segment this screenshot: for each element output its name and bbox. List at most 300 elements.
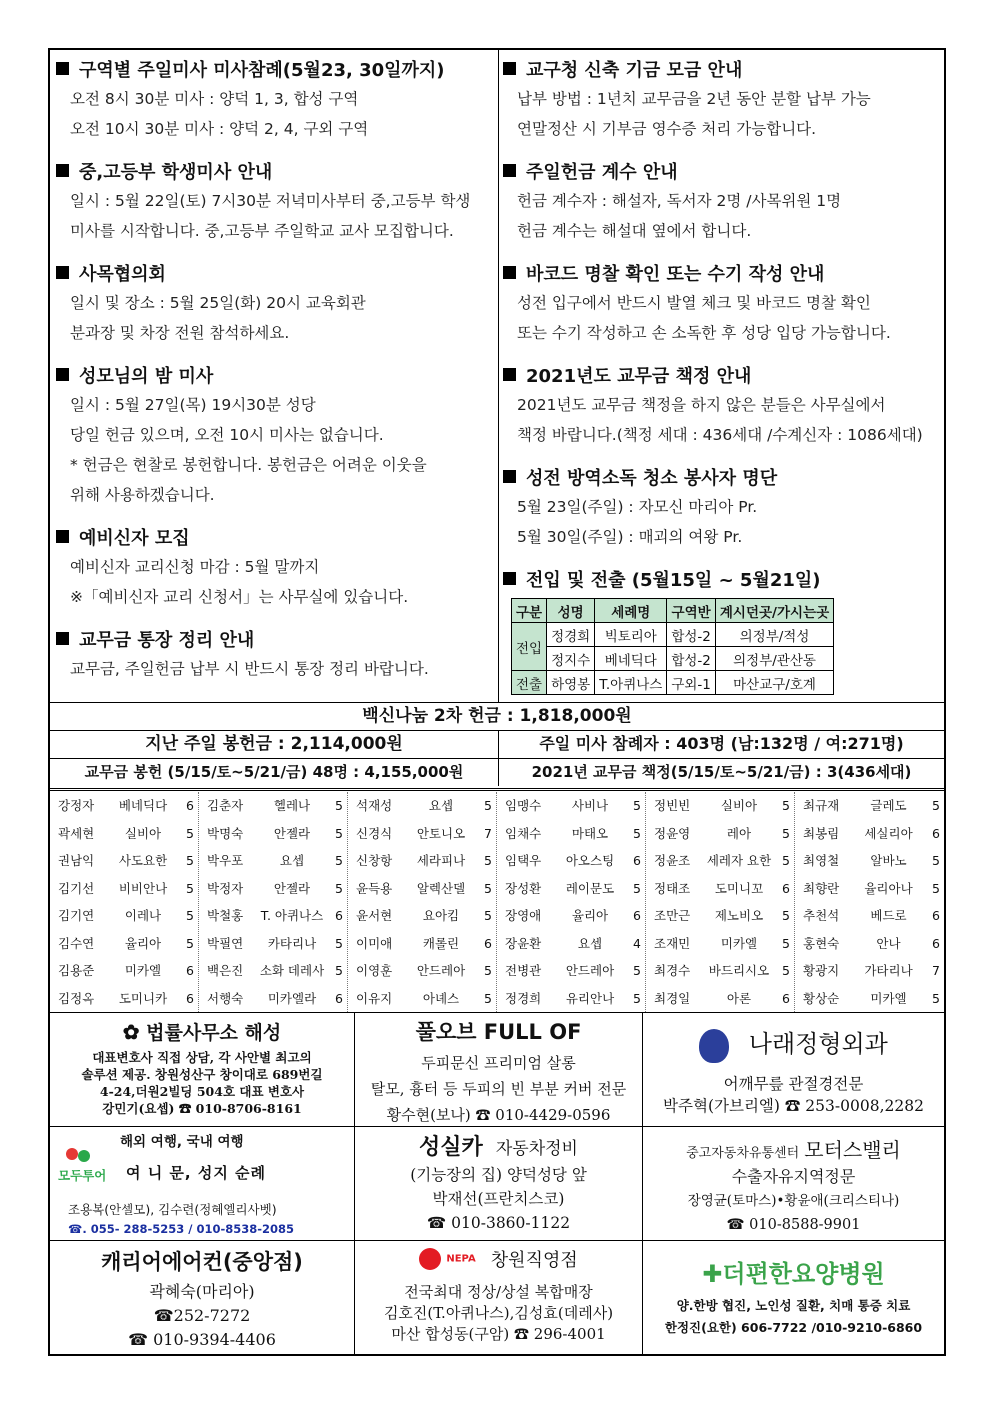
notice-title [56, 262, 498, 288]
donor-baptismal-name: 도미니꼬 [714, 880, 764, 896]
dues-assessment: 2021년 교무금 책정(5/15/토~5/21/금) : 3(436세대) [531, 763, 912, 781]
bullet-square-icon [503, 62, 516, 75]
donor-baptismal-name: 미카엘 [870, 990, 907, 1006]
movement-header: 구역반 [667, 599, 716, 623]
movement-cell: 정지수 [547, 647, 595, 671]
donor-baptismal-name: 세실리아 [864, 825, 913, 841]
notice-line: 헌금 계수자 : 해설자, 독서자 2명 /사목위원 1명 [517, 192, 842, 210]
hospital-name: 더편한요양병원 [722, 1260, 885, 1288]
law-contact: 강민기(요셉) ☎ 010-8706-8161 [102, 1101, 302, 1116]
donor-count: 6 [932, 908, 940, 923]
donor-baptismal-name: 세레자 요한 [706, 853, 772, 868]
notice-title-text: 성전 방역소독 청소 봉사자 명단 [526, 468, 778, 489]
nepa-logo-icon [419, 1248, 441, 1270]
donor-row [497, 820, 645, 848]
donor-name: 황상순 [803, 990, 840, 1006]
donor-name: 정윤영 [654, 825, 691, 841]
donor-count: 5 [484, 963, 492, 978]
notice-line: * 헌금은 현찰로 봉헌합니다. 봉헌금은 어려운 이웃을 [70, 456, 427, 474]
cross-icon: ✚ [702, 1260, 723, 1288]
donor-name: 이영훈 [356, 963, 393, 978]
donor-baptismal-name: 요아킴 [422, 908, 460, 923]
donor-count: 5 [186, 908, 194, 923]
donor-name: 조재민 [654, 935, 691, 951]
donor-count: 5 [782, 798, 790, 813]
donor-count: 5 [633, 825, 641, 841]
donor-row [497, 792, 645, 820]
donor-baptismal-name: 제노비오 [714, 908, 764, 923]
movement-category: 전출 [512, 671, 547, 695]
donor-name: 윤서현 [356, 908, 393, 923]
mass-attendance: 주일 미사 참례자 : 403명 (남:132명 / 여:271명) [539, 734, 904, 753]
movement-table [511, 598, 834, 695]
notice-title [503, 160, 946, 186]
notice-title-text: 교무금 통장 정리 안내 [79, 630, 255, 651]
donor-row [50, 820, 198, 848]
donor-row [795, 875, 944, 903]
ad-carrier [50, 1240, 355, 1356]
donor-row [795, 902, 944, 930]
donor-name: 임택우 [505, 853, 542, 868]
donor-baptismal-name: 율리아 [124, 935, 162, 951]
nepa-line: 김호진(T.아퀴나스),김성효(데레사) [383, 1304, 614, 1322]
donor-name: 최영철 [803, 853, 840, 868]
bullet-square-icon [503, 470, 516, 483]
donor-name: 박우포 [207, 853, 244, 868]
donor-name: 황광지 [803, 963, 840, 978]
donor-count: 7 [484, 825, 492, 841]
donor-baptismal-name: 안젤라 [273, 880, 311, 896]
notice-line: 납부 방법 : 1년치 교무금을 2년 동안 분할 납부 가능 [517, 90, 871, 108]
nepa-line: 전국최대 정상/상설 복합매장 [404, 1283, 593, 1301]
ad-modetour [50, 1126, 355, 1240]
nepa-name: 창원직영점 [490, 1250, 578, 1271]
ad-law-office [50, 1012, 355, 1126]
notice-section [503, 262, 946, 348]
motors-top: 중고자동차유통센터 [686, 1146, 800, 1161]
movement-category: 전입 [512, 623, 547, 671]
carrier-line: 곽혜숙(마리아) [149, 1282, 255, 1301]
fullof-contact: 황수현(보나) ☎ 010-4429-0596 [386, 1106, 611, 1124]
motors-line: 수출자유지역정문 [731, 1167, 856, 1186]
donor-name: 윤득용 [356, 880, 393, 896]
donor-column [50, 792, 199, 1012]
donor-name: 박명숙 [207, 825, 244, 841]
donor-name: 최향란 [803, 880, 840, 896]
notice-title-text: 주일헌금 계수 안내 [526, 162, 678, 183]
donor-count: 6 [186, 990, 194, 1006]
movement-title: 전입 및 전출 (5월15일 ~ 5월21일) [526, 570, 821, 591]
law-office-name: 법률사무소 해성 [146, 1022, 282, 1044]
donor-count: 5 [186, 935, 194, 951]
donor-column [348, 792, 497, 1012]
donor-row [199, 847, 347, 875]
donor-row [646, 847, 794, 875]
donor-row [50, 792, 198, 820]
notice-line: 헌금 계수는 해설대 옆에서 합니다. [517, 222, 752, 240]
ortho-name: 나래정형외과 [748, 1030, 888, 1058]
donor-name: 정빈빈 [654, 798, 691, 813]
notice-section [56, 58, 498, 144]
donor-row [646, 820, 794, 848]
donor-row [497, 930, 645, 958]
donor-name: 신경식 [356, 825, 393, 841]
donor-count: 5 [484, 880, 492, 896]
donor-name: 박철홍 [207, 908, 244, 923]
donor-row [497, 875, 645, 903]
vaccine-offering: 백신나눔 2차 헌금 : 1,818,000원 [362, 706, 632, 726]
donor-name: 권남익 [58, 853, 95, 868]
notice-title-text: 성모님의 밤 미사 [79, 366, 214, 387]
movement-cell: 구외-1 [667, 671, 716, 695]
donor-row [646, 957, 794, 985]
ortho-contact: 박주혁(가브리엘) ☎ 253-0008,2282 [663, 1096, 924, 1115]
donor-baptismal-name: 유리안나 [565, 990, 615, 1006]
notice-section [56, 262, 498, 348]
donor-count: 5 [782, 935, 790, 951]
left-notices [50, 50, 499, 702]
donor-name: 최경일 [654, 990, 691, 1006]
donor-baptismal-name: 도미니카 [118, 990, 168, 1006]
donor-name: 김수연 [58, 935, 95, 951]
donor-count: 5 [186, 853, 194, 868]
donor-row [199, 875, 347, 903]
donor-baptismal-name: 미카엘라 [267, 990, 317, 1006]
carrier-contact: ☎ 010-9394-4406 [128, 1330, 276, 1349]
donor-row [50, 902, 198, 930]
notice-title [503, 466, 946, 492]
donor-row [795, 820, 944, 848]
donor-column [199, 792, 348, 1012]
donor-row [646, 902, 794, 930]
notice-line: 교무금, 주일헌금 납부 시 반드시 통장 정리 바랍니다. [70, 660, 429, 678]
notice-section [503, 58, 946, 144]
donor-row [348, 847, 496, 875]
donor-column [497, 792, 646, 1012]
donor-count: 6 [484, 935, 492, 951]
dues-offering: 교무금 봉헌 (5/15/토~5/21/금) 48명 : 4,155,000원 [50, 758, 499, 786]
donor-row [199, 957, 347, 985]
donor-row [497, 985, 645, 1013]
donor-row [348, 985, 496, 1013]
movement-section [503, 568, 946, 695]
donor-name: 김정옥 [58, 990, 95, 1006]
donor-column [646, 792, 795, 1012]
donor-name: 최봉림 [803, 825, 840, 841]
donor-baptismal-name: 실비아 [124, 825, 162, 841]
donor-baptismal-name: 헬레나 [273, 798, 311, 813]
movement-cell: 정경희 [547, 623, 595, 647]
donor-count: 5 [932, 990, 940, 1006]
notice-title-text: 사목협의회 [79, 264, 166, 285]
donor-name: 김용준 [58, 963, 95, 978]
donor-baptismal-name: 미카엘 [720, 935, 758, 951]
hospital-line: 양.한방 협진, 노인성 질환, 치매 통증 치료 [676, 1298, 911, 1313]
ad-nepa [355, 1240, 643, 1356]
notice-section [503, 364, 946, 450]
donor-list [50, 792, 944, 1012]
fullof-line: 두피문신 프리미엄 살롱 [421, 1054, 576, 1072]
donor-baptismal-name: 안젤라 [273, 825, 311, 841]
donor-baptismal-name: 레이문도 [565, 880, 615, 896]
donor-baptismal-name: 실비아 [720, 798, 758, 813]
mascot-icon [699, 1029, 729, 1063]
donor-row [199, 902, 347, 930]
donor-name: 석재성 [356, 798, 393, 813]
donor-count: 5 [782, 825, 790, 841]
donor-name: 김기선 [58, 880, 95, 896]
notice-line: 일시 : 5월 27일(목) 19시30분 성당 [70, 396, 316, 414]
donor-baptismal-name: 레아 [726, 825, 752, 841]
notice-title [56, 628, 498, 654]
donor-count: 6 [633, 908, 641, 923]
donor-count: 7 [932, 963, 940, 978]
bullet-square-icon [56, 632, 69, 645]
bullet-square-icon [56, 62, 69, 75]
donor-count: 5 [484, 853, 492, 868]
notice-section [56, 628, 498, 684]
donor-baptismal-name: 요셉 [428, 798, 454, 813]
carrier-name: 캐리어에어컨(중앙점) [101, 1250, 303, 1274]
donor-name: 이미애 [356, 935, 393, 951]
donor-baptismal-name: 비비안나 [118, 880, 168, 896]
nepa-brand: NEPA [446, 1253, 476, 1265]
donor-count: 5 [633, 990, 641, 1006]
carrepair-contact: ☎ 010-3860-1122 [426, 1214, 571, 1232]
notice-section [56, 526, 498, 612]
donor-baptismal-name: 율리아 [571, 908, 609, 923]
notice-line: 분과장 및 차장 전원 참석하세요. [70, 324, 290, 342]
notice-line: 또는 수기 작성하고 손 소독한 후 성당 입당 가능합니다. [517, 324, 891, 342]
modetour-logo-icon [64, 1148, 100, 1164]
donor-count: 5 [633, 880, 641, 896]
donor-baptismal-name: T. 아퀴나스 [260, 908, 324, 923]
donor-count: 5 [335, 963, 343, 978]
donor-baptismal-name: 베네딕다 [118, 798, 168, 813]
donor-row [795, 957, 944, 985]
donor-count: 5 [335, 825, 343, 841]
donor-baptismal-name: 알바노 [870, 853, 907, 868]
bullet-square-icon [503, 572, 516, 585]
donor-row [497, 957, 645, 985]
notice-line: 위해 사용하겠습니다. [70, 486, 215, 504]
donor-count: 5 [782, 963, 790, 978]
notice-line: 연말정산 시 기부금 영수증 처리 가능합니다. [517, 120, 817, 138]
notice-title-text: 바코드 명찰 확인 또는 수기 작성 안내 [526, 264, 825, 285]
bullet-square-icon [56, 368, 69, 381]
notice-title [503, 262, 946, 288]
bullet-square-icon [56, 266, 69, 279]
donor-baptismal-name: 아오스팅 [565, 853, 615, 868]
donor-row [199, 985, 347, 1013]
fullof-name: 풀오브 FULL OF [415, 1020, 582, 1044]
carrier-contact: ☎252-7272 [153, 1306, 251, 1325]
notice-line: 일시 : 5월 22일(토) 7시30분 저녁미사부터 중,고등부 학생 [70, 192, 471, 210]
donor-baptismal-name: 안토니오 [416, 825, 466, 841]
motors-name: 모터스밸리 [804, 1138, 901, 1162]
donor-baptismal-name: 바드리시오 [708, 963, 770, 978]
donor-count: 5 [633, 963, 641, 978]
notice-section [503, 466, 946, 552]
donor-baptismal-name: 마태오 [571, 825, 609, 841]
donor-baptismal-name: 안드레아 [565, 963, 615, 978]
notice-line: 미사를 시작합니다. 중,고등부 주일학교 교사 모집합니다. [70, 222, 454, 240]
notice-title-text: 중,고등부 학생미사 안내 [79, 162, 273, 183]
donor-count: 6 [932, 825, 940, 841]
donor-count: 5 [335, 935, 343, 951]
donor-name: 정경희 [505, 990, 542, 1006]
donor-baptismal-name: 안나 [876, 935, 901, 951]
donor-row [497, 847, 645, 875]
donor-name: 김기연 [58, 908, 95, 923]
donor-name: 곽세현 [58, 825, 95, 841]
ortho-line: 어깨무릎 관절경전문 [723, 1074, 864, 1093]
notice-line: 5월 30일(주일) : 매괴의 여왕 Pr. [517, 528, 743, 546]
donor-name: 정윤조 [654, 853, 691, 868]
donor-name: 홍현숙 [803, 935, 840, 951]
notice-section [503, 160, 946, 246]
donor-name: 장성환 [505, 880, 542, 896]
donor-baptismal-name: 안드레아 [416, 963, 466, 978]
donor-count: 5 [484, 908, 492, 923]
donor-count: 5 [782, 908, 790, 923]
donor-name: 박정자 [207, 880, 244, 896]
movement-cell: T.아퀴나스 [595, 671, 667, 695]
donor-baptismal-name: 알렉산델 [416, 880, 466, 896]
motors-line: 장영균(토마스)•황윤애(크리스티나) [687, 1193, 900, 1209]
donor-count: 4 [633, 935, 641, 951]
tour-mid: 여 니 문, 성지 순례 [126, 1164, 267, 1182]
donor-baptismal-name: 세라피나 [416, 853, 466, 868]
donor-count: 5 [633, 798, 641, 813]
donor-name: 최규재 [803, 798, 840, 813]
donor-row [795, 847, 944, 875]
donor-name: 김춘자 [207, 798, 244, 813]
ad-carrepair [355, 1126, 643, 1240]
donor-name: 서행숙 [207, 990, 244, 1006]
donor-row [795, 930, 944, 958]
donor-row [646, 792, 794, 820]
notice-title [56, 58, 498, 84]
notice-line: 일시 및 장소 : 5월 25일(화) 20시 교육회관 [70, 294, 366, 312]
donor-name: 이유지 [356, 990, 393, 1006]
donor-name: 추천석 [803, 908, 840, 923]
donor-count: 6 [335, 908, 343, 923]
notice-section [56, 160, 498, 246]
donor-row [348, 820, 496, 848]
donor-name: 정태조 [654, 880, 691, 896]
carrepair-line: (기능장의 집) 양덕성당 앞 [410, 1166, 587, 1184]
donor-count: 6 [782, 880, 790, 896]
donor-baptismal-name: 아녜스 [422, 990, 460, 1006]
right-notices [499, 50, 946, 702]
notice-title-text: 교구청 신축 기금 모금 안내 [526, 60, 743, 81]
donor-count: 5 [335, 798, 343, 813]
donor-count: 5 [335, 880, 343, 896]
donor-count: 6 [932, 935, 940, 951]
notice-line: 책정 바랍니다.(책정 세대 : 436세대 /수계신자 : 1086세대) [517, 426, 923, 444]
donor-name: 전병관 [505, 963, 542, 978]
donor-baptismal-name: 캐롤린 [422, 935, 460, 951]
bullet-square-icon [503, 164, 516, 177]
ad-fullof [355, 1012, 643, 1126]
notice-line: ※「예비신자 교리 신청서」는 사무실에 있습니다. [70, 588, 409, 606]
notice-section [56, 364, 498, 510]
carrepair-name: 성실카 [419, 1134, 483, 1160]
donor-count: 5 [335, 853, 343, 868]
donor-baptismal-name: 이레나 [124, 908, 162, 923]
donor-name: 신창항 [356, 853, 393, 868]
law-line: 솔루션 제공. 창원성산구 창이대로 689번길 [81, 1067, 323, 1082]
donor-name: 박필연 [207, 935, 244, 951]
carrepair-sub: 자동차정비 [495, 1139, 578, 1159]
donor-count: 6 [186, 963, 194, 978]
donor-name: 장윤환 [505, 935, 542, 951]
donor-row [50, 985, 198, 1013]
bullet-square-icon [56, 164, 69, 177]
movement-header: 구분 [512, 599, 547, 623]
movement-cell: 의정부/적성 [715, 623, 833, 647]
notice-title [56, 160, 498, 186]
donor-row [646, 875, 794, 903]
donor-baptismal-name: 소화 데레사 [259, 963, 325, 978]
donor-row [348, 902, 496, 930]
donor-baptismal-name: 가타리나 [864, 963, 913, 978]
movement-cell: 베네딕다 [595, 647, 667, 671]
donor-row [348, 957, 496, 985]
movement-cell: 하영봉 [547, 671, 595, 695]
donor-count: 6 [633, 853, 641, 868]
donor-count: 5 [782, 853, 790, 868]
notice-line: 2021년도 교무금 책정을 하지 않은 분들은 사무실에서 [517, 396, 886, 414]
ad-hospital [643, 1240, 944, 1356]
donor-count: 6 [335, 990, 343, 1006]
notice-title [503, 58, 946, 84]
donor-column [795, 792, 944, 1012]
bullet-square-icon [503, 266, 516, 279]
donor-count: 5 [932, 853, 940, 868]
tour-brand: 모두투어 [58, 1168, 107, 1183]
notice-line: 오전 8시 30분 미사 : 양덕 1, 3, 합성 구역 [70, 90, 359, 108]
fullof-line: 탈모, 흉터 등 두피의 빈 부분 커버 전문 [370, 1080, 627, 1098]
movement-cell: 빅토리아 [595, 623, 667, 647]
tour-line: 조용복(안셀모), 김수련(정혜엘리사벳) [68, 1202, 277, 1217]
donor-row [348, 792, 496, 820]
donor-name: 임맹수 [505, 798, 542, 813]
donor-name: 백은진 [207, 963, 244, 978]
tour-top: 해외 여행, 국내 여행 [120, 1134, 244, 1150]
donor-row [795, 985, 944, 1013]
nepa-contact: 마산 합성동(구암) ☎ 296-4001 [391, 1325, 606, 1343]
donor-row [348, 930, 496, 958]
donor-baptismal-name: 아론 [726, 990, 752, 1006]
ads-area [50, 1012, 944, 1356]
donor-count: 5 [186, 880, 194, 896]
ad-orthopedics [643, 1012, 944, 1126]
donor-row [348, 875, 496, 903]
ad-motorsvalley [643, 1126, 944, 1240]
movement-header: 세례명 [595, 599, 667, 623]
donor-baptismal-name: 사도요한 [118, 853, 168, 868]
donor-count: 5 [932, 798, 940, 813]
notice-line: 예비신자 교리신청 마감 : 5월 말까지 [70, 558, 320, 576]
notice-title [56, 364, 498, 390]
donor-row [50, 930, 198, 958]
donor-name: 최경수 [654, 963, 691, 978]
donor-count: 5 [484, 990, 492, 1006]
donor-baptismal-name: 요셉 [577, 935, 603, 951]
notice-line: 당일 헌금 있으며, 오전 10시 미사는 없습니다. [70, 426, 384, 444]
